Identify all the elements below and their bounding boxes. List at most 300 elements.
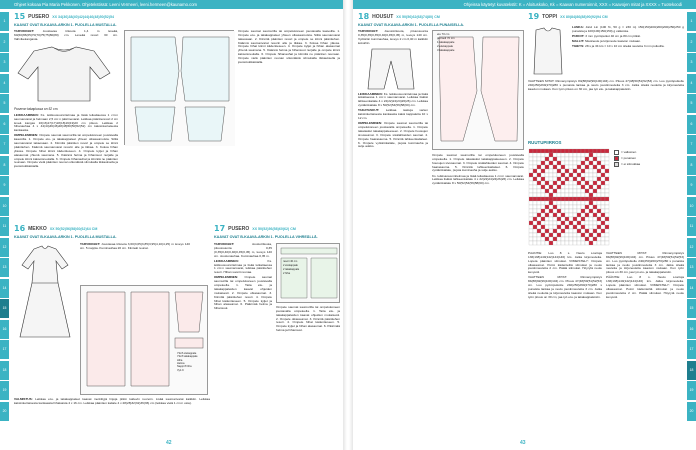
pattern-sheet-note: KAAVAT OVAT B-KAAVA-ARKIN 1. PUOLELLA MUSTALLA. (14, 23, 117, 27)
chart-cell (577, 225, 581, 229)
chart-cell (581, 221, 585, 225)
chart-cell (561, 189, 565, 193)
chart-cell (533, 169, 537, 173)
section-sizes: XX 50(52)56(58)60(62)64 CM (49, 226, 98, 231)
side-tab-4[interactable]: 4 (0, 74, 9, 93)
chart-cell (601, 197, 605, 201)
chart-cell (589, 213, 593, 217)
layout-label: resori 40 cm (283, 260, 298, 263)
chart-cell (581, 149, 585, 153)
side-tab-10[interactable]: 10 (687, 197, 696, 216)
chart-cell (545, 201, 549, 205)
chart-cell (561, 205, 565, 209)
section-number: 19 (528, 12, 540, 21)
side-tab-9[interactable]: 9 (687, 176, 696, 195)
photo-caption: Puseron takaplussa on 52 cm. (14, 106, 59, 111)
chart-cell (549, 181, 553, 185)
chart-legend (614, 150, 684, 168)
chart-cell (557, 193, 561, 197)
chart-cell (533, 213, 537, 217)
chart-cell (601, 149, 605, 153)
chart-cell (589, 197, 593, 201)
chart-cell (537, 237, 541, 241)
chart-cell (573, 225, 577, 229)
chart-cell (553, 157, 557, 161)
chart-cell (597, 237, 601, 241)
chart-cell (537, 169, 541, 173)
chart-cell (565, 209, 569, 213)
chart-cell (557, 229, 561, 233)
chart-cell (561, 185, 565, 189)
chart-cell (605, 229, 609, 233)
chart-cell (585, 233, 589, 237)
chart-cell (573, 157, 577, 161)
s17-cutting-layout (276, 243, 340, 303)
chart-cell (597, 189, 601, 193)
chart-cell (589, 157, 593, 161)
chart-cell (585, 193, 589, 197)
chart-cell (577, 229, 581, 233)
chart-cell (529, 149, 533, 153)
chart-cell (529, 193, 533, 197)
chart-cell (557, 161, 561, 165)
section-title: PUSERO (28, 13, 50, 20)
chart-cell (561, 201, 565, 205)
side-tab-5[interactable]: 5 (0, 94, 9, 113)
chart-cell (549, 233, 553, 237)
chart-cell (541, 173, 545, 177)
chart-cell (537, 217, 541, 221)
chart-cell (561, 193, 565, 197)
chart-cell (605, 213, 609, 217)
chart-cell (569, 157, 573, 161)
chart-cell (553, 225, 557, 229)
chart-cell (529, 169, 533, 173)
chart-cell (581, 177, 585, 181)
chart-cell (569, 205, 573, 209)
chart-cell (545, 237, 549, 241)
chart-cell (601, 237, 605, 241)
section-sizes: XX 34(36)38(40)42(44)46(48)50(52)54 (52, 14, 114, 19)
chart-cell (537, 185, 541, 189)
chart-cell (577, 241, 581, 245)
layout-label: Ylä 8 takakappale (177, 355, 198, 359)
chart-cell (573, 221, 577, 225)
layout-label: 3 takakappale (437, 47, 455, 52)
chart-cell (573, 205, 577, 209)
chart-cell (569, 149, 573, 153)
chart-cell (569, 165, 573, 169)
chart-cell (537, 221, 541, 225)
chart-cell (557, 157, 561, 161)
chart-cell (545, 153, 549, 157)
chart-cell (569, 153, 573, 157)
side-tab-2[interactable]: 2 (687, 33, 696, 52)
side-tab-15[interactable]: 15 (687, 299, 696, 318)
side-tab-2[interactable]: 2 (0, 33, 9, 52)
chart-cell (533, 237, 537, 241)
chart-cell (557, 177, 561, 181)
chart-cell (593, 161, 597, 165)
chart-cell (557, 205, 561, 209)
chart-cell (593, 153, 597, 157)
chart-cell (541, 169, 545, 173)
chart-cell (533, 193, 537, 197)
chart-cell (549, 185, 553, 189)
chart-cell (601, 165, 605, 169)
chart-cell (593, 221, 597, 225)
chart-cell (537, 197, 541, 201)
side-tab-6[interactable]: 6 (687, 115, 696, 134)
chart-cell (561, 241, 565, 245)
section-number: 15 (14, 12, 26, 21)
chart-cell (577, 169, 581, 173)
side-tab-11[interactable]: 11 (687, 217, 696, 236)
side-tab-17[interactable]: 17 (0, 340, 9, 359)
chart-cell (537, 193, 541, 197)
side-tab-17[interactable]: 17 (687, 340, 696, 359)
side-tab-14[interactable]: 14 (0, 279, 9, 298)
side-tab-14[interactable]: 14 (687, 279, 696, 298)
chart-cell (565, 189, 569, 193)
chart-cell (529, 225, 533, 229)
chart-cell (577, 201, 581, 205)
chart-cell (541, 193, 545, 197)
chart-cell (557, 237, 561, 241)
chart-cell (573, 153, 577, 157)
chart-cell (585, 213, 589, 217)
section-number: 17 (214, 224, 226, 233)
chart-cell (589, 217, 593, 221)
chart-cell (573, 189, 577, 193)
chart-cell (585, 217, 589, 221)
chart-cell (545, 173, 549, 177)
layout-label: Nappi 8 hiha (177, 365, 192, 369)
chart-cell (557, 221, 561, 225)
chart-cell (529, 233, 533, 237)
chart-cell (557, 201, 561, 205)
side-tab-12[interactable]: 12 (0, 238, 9, 257)
chart-cell (565, 197, 569, 201)
side-tab-5[interactable]: 5 (687, 94, 696, 113)
side-tab-19[interactable]: 19 (687, 381, 696, 400)
side-tab-8[interactable]: 8 (687, 156, 696, 175)
chart-cell (529, 177, 533, 181)
chart-cell (569, 189, 573, 193)
chart-cell (545, 189, 549, 193)
pattern-sheet-note: KAAVAT OVAT B-KAAVA-ARKIN 1. PUOLELLA VIHREÄLLÄ. (214, 235, 318, 239)
chart-cell (533, 225, 537, 229)
chart-cell (549, 205, 553, 209)
chart-cell (557, 185, 561, 189)
chart-cell (569, 233, 573, 237)
s19-body: VAATTEEN MITAT: Rinnanympärys 84(88)92(96)100(104) cm. Pituus 47(48)50(51)52(53) cm. Luo pyöröpuikolle 240(250)260(270)280 s punaista lankaa ja neulo joustinneuletta 3 cm. Jatka sileää neuletta ja kirjoneuletta kaavion mukaan. Kun työn pituus on 30 cm, jaa työ etu- ja takakappaleisiin. (528, 80, 684, 91)
chart-cell (549, 201, 553, 205)
chart-cell (533, 229, 537, 233)
chart-cell (597, 205, 601, 209)
chart-title: RUUTUPIIRROS (528, 140, 562, 145)
side-tab-18[interactable]: 18 (687, 361, 696, 380)
chart-cell (605, 233, 609, 237)
chart-cell (593, 197, 597, 201)
layout-label: petrooli 70 cm (437, 35, 455, 40)
side-tab-7[interactable]: 7 (0, 135, 9, 154)
chart-cell (549, 237, 553, 241)
chart-cell (541, 225, 545, 229)
chart-cell (541, 153, 545, 157)
chart-cell (577, 213, 581, 217)
side-tab-10[interactable]: 10 (0, 197, 9, 216)
chart-cell (597, 153, 601, 157)
chart-cell (601, 173, 605, 177)
chart-cell (597, 169, 601, 173)
section-19 (528, 12, 684, 22)
chart-cell (561, 177, 565, 181)
chart-cell (577, 157, 581, 161)
chart-cell (541, 185, 545, 189)
pattern-sheet-note: KAAVAT OVAT B-KAAVA-ARKIN 1. PUOLELLA MUSTALLA. (14, 235, 117, 239)
chart-cell (589, 153, 593, 157)
chart-cell (581, 157, 585, 161)
chart-cell (553, 181, 557, 185)
chart-cell (541, 149, 545, 153)
side-tab-16[interactable]: 16 (0, 320, 9, 339)
chart-cell (605, 205, 609, 209)
chart-cell (593, 213, 597, 217)
chart-cell (573, 161, 577, 165)
chart-cell (557, 197, 561, 201)
chart-cell (573, 217, 577, 221)
chart-cell (549, 241, 553, 245)
chart-cell (597, 217, 601, 221)
s16-valmistus: VALMISTUS: Leikkaa etu- ja takakappaleet kaavat merkittyjä linjoja pitkin kaltevin reunoin. Lisää saumanvarat kaikkiin. Leikkaa kaksinkertaisesta kankaasta hihakaista 4 x 16 cm. Leikkaa pääntien kaitale 4 x 28(28)32(32)36(36) cm (leikkaa vielä 1 cm:n osia). (14, 398, 210, 405)
side-tab-13[interactable]: 13 (687, 258, 696, 277)
chart-cell (597, 161, 601, 165)
section-15 (14, 12, 338, 29)
chart-cell (581, 205, 585, 209)
chart-cell (561, 149, 565, 153)
chart-cell (605, 173, 609, 177)
chart-cell (581, 173, 585, 177)
chart-cell (569, 213, 573, 217)
side-tab-7[interactable]: 7 (687, 135, 696, 154)
chart-cell (589, 173, 593, 177)
chart-cell (593, 229, 597, 233)
chart-cell (529, 189, 533, 193)
chart-cell (537, 213, 541, 217)
chart-cell (569, 225, 573, 229)
chart-cell (569, 209, 573, 213)
chart-cell (561, 221, 565, 225)
side-tab-6[interactable]: 6 (0, 115, 9, 134)
chart-cell (577, 165, 581, 169)
chart-cell (565, 217, 569, 221)
chart-cell (557, 241, 561, 245)
side-tab-8[interactable]: 8 (0, 156, 9, 175)
chart-cell (561, 217, 565, 221)
chart-cell (565, 169, 569, 173)
chart-cell (569, 217, 573, 221)
chart-cell (537, 241, 541, 245)
chart-cell (553, 193, 557, 197)
chart-cell (573, 169, 577, 173)
chart-cell (601, 181, 605, 185)
chart-cell (573, 193, 577, 197)
side-tab-12[interactable]: 12 (687, 238, 696, 257)
chart-cell (605, 149, 609, 153)
legend-item: = valkoinen (614, 150, 684, 155)
chart-cell (529, 173, 533, 177)
chart-cell (557, 181, 561, 185)
page-number-right: 43 (520, 439, 526, 446)
chart-cell (529, 181, 533, 185)
side-tab-3[interactable]: 3 (687, 53, 696, 72)
chart-cell (533, 209, 537, 213)
chart-cell (529, 197, 533, 201)
chart-cell (553, 173, 557, 177)
chart-cell (537, 165, 541, 169)
side-tab-11[interactable]: 11 (0, 217, 9, 236)
chart-cell (605, 161, 609, 165)
chart-cell (561, 225, 565, 229)
chart-cell (533, 241, 537, 245)
chart-cell (557, 189, 561, 193)
chart-cell (593, 173, 597, 177)
chart-cell (601, 157, 605, 161)
side-tab-1[interactable]: 1 (687, 12, 696, 31)
chart-cell (589, 165, 593, 169)
side-tab-19[interactable]: 19 (0, 381, 9, 400)
chart-cell (573, 165, 577, 169)
chart-cell (577, 237, 581, 241)
chart-cell (569, 229, 573, 233)
section-title: MEKKO (28, 225, 47, 232)
side-tab-3[interactable]: 3 (0, 53, 9, 72)
s18-col-a: TARVIKKEET: Joustotrikoota, pituussuunta 0,35(0,35)0,35(0,40)0,45(0,45) m, leveys 140 cm. Vyötärön kuminauhaa, leveys 2 cm 0,40 m kaikkiin kokoihin. LEIKKAAMINEN: Ks. leikkuusuunnitelmaa ja lisää leikattaessa 1 cm:n saumanvarat. Leikkaa lisäksi lahkeenkaitale 4 x 22(22)24(24)26(26) cm. Leikkaa vyötärökaitale 8 x 50(52)54(56)58(60) cm. TAKATASKUT: Leikkaa taskuja varten kaksinkertaisesta kankaasta kaksi kappaletta 10 x 12 cm. OMPELEMINEN: Ompele saumat saumurilla tai ompelukoneen joustavalla ompeleella. 1. Ompele takataskut takakappaleeseen. 2. Ompele housujen sivusaumat. 3. Ompele sisälahkeiden saumat. 4. Ompele haarasauma. 5. Kiinnitä lahkeenkaitaleet. 6. Ompele vyötärökaitale, pujota kuminauha ja sulje aukko. (358, 30, 428, 149)
chart-cell (569, 185, 573, 189)
chart-cell (553, 209, 557, 213)
chart-cell (605, 237, 609, 241)
section-sizes: XX 80(84)86(88)90(92)94 CM (560, 14, 608, 19)
chart-cell (557, 225, 561, 229)
chart-cell (585, 177, 589, 181)
chart-cell (589, 149, 593, 153)
chart-cell (597, 233, 601, 237)
s16-cutting-layout (80, 285, 208, 395)
chart-cell (529, 229, 533, 233)
chart-cell (545, 213, 549, 217)
chart-cell (533, 149, 537, 153)
chart-cell (589, 229, 593, 233)
chart-cell (553, 149, 557, 153)
chart-cell (565, 201, 569, 205)
chart-cell (557, 169, 561, 173)
chart-cell (549, 225, 553, 229)
chart-cell (565, 177, 569, 181)
layout-label: 2 etukappale (283, 263, 298, 267)
chart-cell (581, 229, 585, 233)
chart-cell (601, 229, 605, 233)
chart-cell (533, 173, 537, 177)
chart-cell (585, 209, 589, 213)
chart-cell (541, 157, 545, 161)
chart-cell (581, 153, 585, 157)
side-tab-18[interactable]: 18 (0, 361, 9, 380)
chart-cell (541, 161, 545, 165)
chart-cell (605, 169, 609, 173)
chart-cell (581, 241, 585, 245)
chart-cell (565, 157, 569, 161)
layout-label: 2 takakappale (283, 267, 300, 271)
chart-cell (565, 153, 569, 157)
chart-cell (593, 225, 597, 229)
chart-cell (553, 161, 557, 165)
chart-cell (597, 165, 601, 169)
chart-cell (577, 173, 581, 177)
chart-cell (577, 181, 581, 185)
chart-cell (601, 213, 605, 217)
chart-cell (577, 193, 581, 197)
chart-cell (569, 177, 573, 181)
chart-cell (537, 209, 541, 213)
chart-cell (569, 201, 573, 205)
chart-cell (601, 201, 605, 205)
chart-cell (549, 197, 553, 201)
chart-cell (569, 237, 573, 241)
chart-cell (545, 241, 549, 245)
chart-cell (537, 201, 541, 205)
layout-label: etu 70 cm (437, 32, 450, 36)
side-tab-15[interactable]: 15 (0, 299, 9, 318)
chart-cell (597, 177, 601, 181)
chart-cell (577, 161, 581, 165)
side-tab-20[interactable]: 20 (0, 402, 9, 421)
chart-cell (565, 165, 569, 169)
section-title: PUSERO (228, 225, 250, 232)
chart-cell (593, 205, 597, 209)
chart-cell (597, 213, 601, 217)
chart-cell (557, 153, 561, 157)
chart-cell (561, 161, 565, 165)
chart-cell (537, 225, 541, 229)
chart-cell (529, 201, 533, 205)
chart-cell (597, 209, 601, 213)
chart-cell (553, 177, 557, 181)
section-sizes: XX 50(52)56(58)60(62) CM (252, 226, 296, 231)
chart-cell (589, 181, 593, 185)
chart-cell (561, 209, 565, 213)
chart-cell (537, 149, 541, 153)
side-tab-16[interactable]: 16 (687, 320, 696, 339)
s19-finishing-a: PÄÄNTIE: Luo 8 s. Neulo s-tartoja 136(138)140(142)144(146) krs. Jatka kirjoneuletta. Lopeta pääntien silmukat. VIIMEISTELY: Ompele olkasaumat. Poimi kädenteiltä silmukat ja neulo joustinneuletta 2 cm. Päätä silmukat. Höyrytä neule kevyesti. VAATTEEN MITAT: Rinnanympärys 84(88)92(96)100(104) cm. Pituus 47(48)50(51)52(53) cm. Luo pyöröpuikolle 240(250)260(270)280 s punaista lankaa ja neulo joustinneuletta 3 cm. Jatka sileää neuletta ja kirjoneuletta kaavion mukaan. Kun työn pituus on 30 cm, jaa työ etu- ja takakappaleisiin. (528, 252, 602, 299)
chart-cell (573, 233, 577, 237)
side-tab-1[interactable]: 1 (0, 12, 9, 31)
chart-cell (533, 201, 537, 205)
side-tab-20[interactable]: 20 (687, 402, 696, 421)
chart-cell (533, 161, 537, 165)
chart-cell (533, 197, 537, 201)
chart-cell (545, 161, 549, 165)
side-tab-9[interactable]: 9 (0, 176, 9, 195)
section-title: TOPPI (542, 13, 558, 20)
chart-cell (573, 209, 577, 213)
chart-cell (601, 241, 605, 245)
chart-cell (549, 161, 553, 165)
side-tab-4[interactable]: 4 (687, 74, 696, 93)
chart-cell (577, 177, 581, 181)
header-left: Ohjeet kokoaa Pia Maria Pekkonen. Ohjetekstissä: Leeni Vermeeri, leeni.hermeen@kaunamo.com (0, 0, 343, 9)
side-tab-13[interactable]: 13 (0, 258, 9, 277)
